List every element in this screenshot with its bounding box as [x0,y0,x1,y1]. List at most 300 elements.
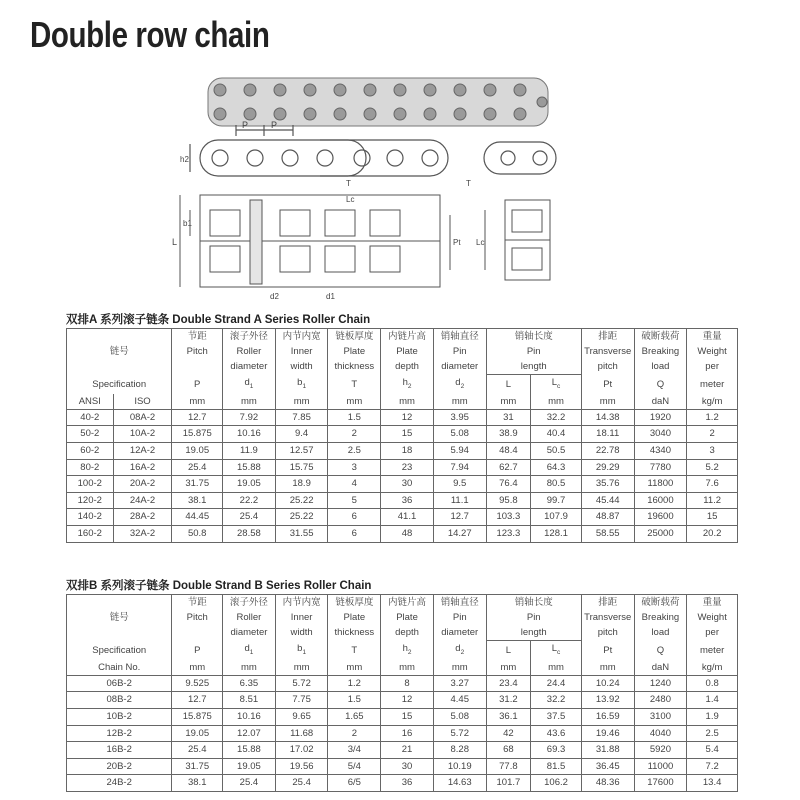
table-cell: 81.5 [531,758,582,775]
label-d1: d1 [326,292,335,301]
table-cell: 140-2 [67,509,114,526]
table-cell: 42 [486,725,531,742]
table-row [67,775,738,792]
tableA [66,328,738,543]
depth-sym: h [402,642,408,654]
table-cell: 62.7 [486,459,531,476]
hdr-roller1: Roller [223,344,276,359]
table-cell: 16A-2 [113,459,172,476]
table-row [67,709,738,726]
table-cell: 2 [687,426,738,443]
hdr-pinlen1: Pin [486,610,581,625]
hdr-break-sym: Q [634,641,687,660]
table-row [67,725,738,742]
label-d2: d2 [270,292,279,301]
label-Lc: Lc [346,195,355,204]
table-cell: 20B-2 [67,758,172,775]
tableB [66,594,738,792]
table-cell: 40.4 [531,426,582,443]
hdr-unit: mm [172,660,223,676]
table-cell: 19.05 [223,476,276,493]
tableA-body [67,409,738,542]
table-row [67,476,738,493]
table-row [67,409,738,426]
table-cell: 13.92 [581,692,634,709]
hdr-plate-cn: 链板厚度 [328,329,381,345]
table-cell: 14.27 [433,526,486,543]
table-row [67,675,738,692]
tableB-title: 双排B 系列滚子链条 Double Strand B Series Roller Chain [66,580,372,592]
table-cell: 6 [328,509,381,526]
label-L: L [172,237,178,247]
chain-drawing [150,70,610,310]
table-cell: 19600 [634,509,687,526]
hdr-roller-sym: $d_1$ [223,641,276,660]
table-cell: 99.7 [531,492,582,509]
hdr-unit: mm [581,394,634,410]
hdr-inner-sym: $b_1$ [275,375,328,394]
table-cell: 15.88 [223,459,276,476]
table-cell: 4040 [634,725,687,742]
table-cell: 7780 [634,459,687,476]
hdr-trans2: pitch [581,625,634,641]
table-cell: 11800 [634,476,687,493]
table-cell: 22.78 [581,443,634,460]
table-cell: 5.08 [433,426,486,443]
table-cell: 7.2 [687,758,738,775]
table-row [67,692,738,709]
hdr-weight1: Weight [687,344,738,359]
hdr-Lc-sym: $L_c$ [531,641,582,660]
table-cell: 38.9 [486,426,531,443]
label-p1: P [242,120,249,130]
table-cell: 08A-2 [113,409,172,426]
hdr-plate-cn: 链板厚度 [328,595,381,611]
table-cell: 25.22 [275,509,328,526]
table-cell: 8.28 [433,742,486,759]
table-cell: 2.5 [687,725,738,742]
hdr-unit: kg/m [687,394,738,410]
table-cell: 31.2 [486,692,531,709]
table-cell: 9.4 [275,426,328,443]
table-cell: 48.36 [581,775,634,792]
table-cell: 10.24 [581,675,634,692]
table-cell: 16 [381,725,434,742]
hdr-unit: mm [486,394,531,410]
table-cell: 31.88 [581,742,634,759]
table-cell: 19.05 [223,758,276,775]
table-cell: 30 [381,758,434,775]
table-cell: 106.2 [531,775,582,792]
table-cell: 43.6 [531,725,582,742]
hdr-weight-cn: 重量 [687,329,738,345]
label-b1: b1 [183,219,192,228]
hdr-plate1: Plate [328,610,381,625]
table-cell: 23 [381,459,434,476]
hdr-unit: mm [223,660,276,676]
hdr-weight3: meter [687,641,738,660]
table-cell: 80-2 [67,459,114,476]
hdr-roller-cn: 滚子外径 [223,329,276,345]
hdr-unit: mm [531,394,582,410]
hdr-unit: daN [634,394,687,410]
table-cell: 3.95 [433,409,486,426]
table-cell: 5/4 [328,758,381,775]
table-cell: 7.92 [223,409,276,426]
table-cell: 24.4 [531,675,582,692]
page-title: Double row chain [30,14,270,55]
hdr-unit: mm [486,660,531,676]
hdr-pindia-sym: $d_2$ [433,375,486,394]
hdr-depth-cn: 内链片高 [381,329,434,345]
hdr-unit: mm [433,660,486,676]
hdr-trans-sym: Pt [581,641,634,660]
hdr-unit: mm [381,394,434,410]
table-cell: 123.3 [486,526,531,543]
pindia-sym: d [455,376,461,388]
table-cell: 1240 [634,675,687,692]
inner-sym: b [297,642,303,654]
table-cell: 19.05 [172,725,223,742]
table-cell: 2 [328,426,381,443]
label-Lc2: Lc [476,238,485,247]
hdr-inner-cn: 内节内宽 [275,595,328,611]
table-row [67,459,738,476]
hdr-inner1: Inner [275,610,328,625]
table-cell: 28A-2 [113,509,172,526]
hdr-depth1: Plate [381,610,434,625]
hdr-unit: daN [634,660,687,676]
hdr-plate2: thickness [328,625,381,641]
table-cell: 1.9 [687,709,738,726]
table-row [67,443,738,460]
table-cell: 10.16 [223,426,276,443]
hdr-weight2: per [687,359,738,375]
hdr-pinlen-cn: 销轴长度 [486,595,581,611]
table-cell: 30 [381,476,434,493]
inner-sym: b [297,376,303,388]
table-row [67,426,738,443]
hdr-depth-sym: $h_2$ [381,375,434,394]
hdr-pitch: Pitch [172,610,223,625]
table-cell: 2480 [634,692,687,709]
hdr-chain-cn: 链号 [67,610,172,625]
table-cell: 1.2 [687,409,738,426]
table-cell: 95.8 [486,492,531,509]
table-cell: 5.4 [687,742,738,759]
table-cell: 31 [486,409,531,426]
hdr-roller1: Roller [223,610,276,625]
table-cell: 2.5 [328,443,381,460]
label-p2: P [271,120,278,130]
table-cell: 7.94 [433,459,486,476]
hdr-pitch-cn: 节距 [172,595,223,611]
tableB-body [67,675,738,791]
table-cell: 36 [381,492,434,509]
table-cell: 16000 [634,492,687,509]
table-cell: 38.1 [172,492,223,509]
table-cell: 18 [381,443,434,460]
table-cell: 19.56 [275,758,328,775]
table-cell: 50-2 [67,426,114,443]
top-view [180,195,550,287]
hdr-pinlen2: length [486,359,581,375]
table-cell: 11000 [634,758,687,775]
table-cell: 19.05 [172,443,223,460]
hdr-unit: mm [223,394,276,410]
table-cell: 9.65 [275,709,328,726]
table-cell: 25.4 [172,742,223,759]
hdr-pitch-sym: P [172,375,223,394]
table-cell: 6/5 [328,775,381,792]
table-cell: 120-2 [67,492,114,509]
table-cell: 17.02 [275,742,328,759]
table-row [67,492,738,509]
table-cell: 15 [381,709,434,726]
table-cell: 80.5 [531,476,582,493]
table-cell: 2 [328,725,381,742]
table-cell: 18.11 [581,426,634,443]
table-cell: 3/4 [328,742,381,759]
hdr-spec: Specification [67,641,172,660]
hdr-break-cn: 破断载荷 [634,595,687,611]
table-cell: 5 [328,492,381,509]
table-cell: 10.16 [223,709,276,726]
hdr-depth1: Plate [381,344,434,359]
table-cell: 15.875 [172,709,223,726]
label-T2: T [466,179,471,188]
table-cell: 0.8 [687,675,738,692]
table-cell: 7.75 [275,692,328,709]
table-cell: 13.4 [687,775,738,792]
table-cell: 38.1 [172,775,223,792]
table-cell: 32A-2 [113,526,172,543]
hdr-unit: mm [275,394,328,410]
label-h2: h2 [180,155,189,164]
hdr-unit: mm [275,660,328,676]
table-cell: 21 [381,742,434,759]
table-cell: 7.6 [687,476,738,493]
table-cell: 5.72 [275,675,328,692]
hdr-inner2: width [275,359,328,375]
hdr-weight2: per [687,625,738,641]
table-cell: 15 [381,426,434,443]
table-cell: 101.7 [486,775,531,792]
table-cell: 25.4 [223,509,276,526]
hdr-depth2: depth [381,359,434,375]
hdr-break2: load [634,359,687,375]
table-cell: 10.19 [433,758,486,775]
table-row [67,509,738,526]
hdr-spec: Specification [67,375,172,394]
hdr-trans-cn: 排距 [581,595,634,611]
table-cell: 1920 [634,409,687,426]
table-cell: 5920 [634,742,687,759]
hdr-iso: ISO [113,394,172,410]
table-cell: 4 [328,476,381,493]
table-cell: 25.4 [172,459,223,476]
table-cell: 77.8 [486,758,531,775]
table-cell: 15.875 [172,426,223,443]
hdr-trans2: pitch [581,359,634,375]
hdr-pindia1: Pin [433,610,486,625]
table-cell: 1.5 [328,692,381,709]
hdr-Lc-sym: $L_c$ [531,375,582,394]
hdr-inner2: width [275,625,328,641]
hdr-pinlen1: Pin [486,344,581,359]
table-cell: 15.75 [275,459,328,476]
table-cell: 9.5 [433,476,486,493]
hdr-weight3: meter [687,375,738,394]
table-cell: 6 [328,526,381,543]
table-cell: 25.22 [275,492,328,509]
hdr-inner-cn: 内节内宽 [275,329,328,345]
table-cell: 69.3 [531,742,582,759]
hdr-unit: mm [581,660,634,676]
hdr-trans1: Transverse [581,610,634,625]
table-cell: 48.87 [581,509,634,526]
roller-sym: d [244,376,250,388]
hdr-chainno: Chain No. [67,660,172,676]
hdr-depth-sym: $h_2$ [381,641,434,660]
table-cell: 12 [381,692,434,709]
hdr-pindia2: diameter [433,625,486,641]
table-cell: 32.2 [531,692,582,709]
table-cell: 18.9 [275,476,328,493]
table-cell: 15 [687,509,738,526]
hdr-plate-sym: T [328,375,381,394]
table-cell: 11.68 [275,725,328,742]
table-cell: 36.1 [486,709,531,726]
table-cell: 23.4 [486,675,531,692]
table-cell: 8.51 [223,692,276,709]
table-cell: 100-2 [67,476,114,493]
table-cell: 4.45 [433,692,486,709]
hdr-plate1: Plate [328,344,381,359]
table-cell: 6.35 [223,675,276,692]
pindia-sym: d [455,642,461,654]
hdr-break-cn: 破断载荷 [634,329,687,345]
table-cell: 5.94 [433,443,486,460]
table-cell: 5.72 [433,725,486,742]
hdr-plate2: thickness [328,359,381,375]
table-cell: 24B-2 [67,775,172,792]
table-cell: 48.4 [486,443,531,460]
table-cell: 10B-2 [67,709,172,726]
hdr-weight1: Weight [687,610,738,625]
table-cell: 11.2 [687,492,738,509]
table-cell: 3040 [634,426,687,443]
table-cell: 68 [486,742,531,759]
table-cell: 08B-2 [67,692,172,709]
table-cell: 16B-2 [67,742,172,759]
table-cell: 4340 [634,443,687,460]
hdr-pindia-cn: 销轴直径 [433,329,486,345]
table-cell: 22.2 [223,492,276,509]
table-cell: 12.7 [172,409,223,426]
table-cell: 5.2 [687,459,738,476]
hdr-break-sym: Q [634,375,687,394]
hdr-chain-cn: 链号 [67,344,172,359]
table-cell: 48 [381,526,434,543]
table-cell: 10A-2 [113,426,172,443]
table-cell: 20A-2 [113,476,172,493]
table-cell: 1.2 [328,675,381,692]
table-cell: 76.4 [486,476,531,493]
table-cell: 20.2 [687,526,738,543]
table-cell: 35.76 [581,476,634,493]
table-cell: 44.45 [172,509,223,526]
table-cell: 5.08 [433,709,486,726]
hdr-trans-sym: Pt [581,375,634,394]
table-cell: 64.3 [531,459,582,476]
table-cell: 1.65 [328,709,381,726]
hdr-inner1: Inner [275,344,328,359]
table-cell: 50.8 [172,526,223,543]
table-cell: 12.57 [275,443,328,460]
table-cell: 37.5 [531,709,582,726]
hdr-pindia2: diameter [433,359,486,375]
table-cell: 29.29 [581,459,634,476]
Lc-sym: L [551,377,558,388]
table-row [67,526,738,543]
table-cell: 1.4 [687,692,738,709]
side-view [190,125,556,176]
table-cell: 103.3 [486,509,531,526]
table-cell: 31.75 [172,758,223,775]
hdr-unit: mm [172,394,223,410]
Lc-sym: L [551,643,558,654]
table-cell: 12.07 [223,725,276,742]
table-cell: 25000 [634,526,687,543]
table-cell: 36.45 [581,758,634,775]
table-cell: 41.1 [381,509,434,526]
hdr-roller-cn: 滚子外径 [223,595,276,611]
hdr-L-sym: L [486,375,531,394]
hdr-break2: load [634,625,687,641]
hdr-pinlen2: length [486,625,581,641]
table-cell: 12.7 [172,692,223,709]
hdr-unit: mm [433,394,486,410]
table-cell: 16.59 [581,709,634,726]
table-cell: 28.58 [223,526,276,543]
hdr-depth-cn: 内链片高 [381,595,434,611]
hdr-pitch-sym: P [172,641,223,660]
hdr-trans-cn: 排距 [581,329,634,345]
hdr-unit: mm [328,660,381,676]
table-cell: 128.1 [531,526,582,543]
table-cell: 36 [381,775,434,792]
table-cell: 12.7 [433,509,486,526]
table-cell: 06B-2 [67,675,172,692]
hdr-depth2: depth [381,625,434,641]
hdr-pitch: Pitch [172,344,223,359]
table-cell: 58.55 [581,526,634,543]
hdr-break1: Breaking [634,610,687,625]
table-row [67,758,738,775]
hdr-roller-sym: $d_1$ [223,375,276,394]
table-cell: 107.9 [531,509,582,526]
chain-photo [208,78,548,126]
table-cell: 15.88 [223,742,276,759]
hdr-roller2: diameter [223,359,276,375]
label-Pt: Pt [453,238,461,247]
table-cell: 3.27 [433,675,486,692]
table-cell: 1.5 [328,409,381,426]
table-cell: 24A-2 [113,492,172,509]
table-cell: 11.1 [433,492,486,509]
hdr-unit: kg/m [687,660,738,676]
